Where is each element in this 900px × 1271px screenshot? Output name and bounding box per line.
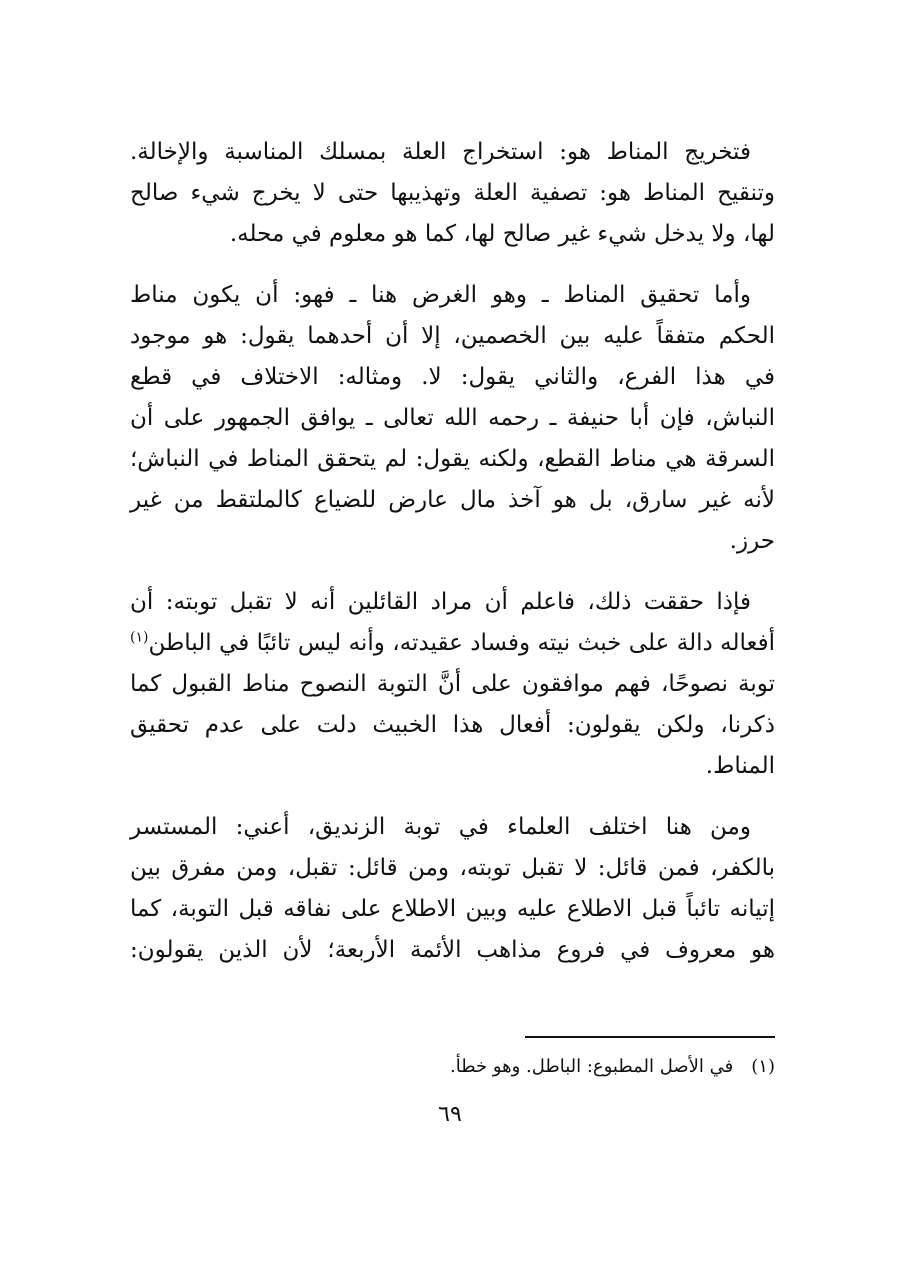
text-line: المناط. bbox=[705, 753, 775, 779]
text-line: بالكفر، فمن قائل: لا تقبل توبته، ومن قائل: تقبل، ومن مفرق بين bbox=[130, 855, 775, 881]
text-line: النباش، فإن أبا حنيفة ـ رحمه الله تعالى ـ يوافق الجمهور على أن bbox=[130, 405, 775, 431]
page-number: ٦٩ bbox=[438, 1102, 462, 1127]
footnote bbox=[130, 1052, 775, 1082]
text-segment: أفعاله دالة على خبث نيته وفساد عقيدته، وأنه ليس تائبًا في الباطن bbox=[148, 630, 775, 656]
text-line: حرز. bbox=[729, 528, 775, 554]
text-line: لها، ولا يدخل شيء غير صالح لها، كما هو معلوم في محله. bbox=[229, 221, 775, 247]
text-line: ومن هنا اختلف العلماء في توبة الزنديق، أعني: المستسر bbox=[130, 814, 751, 840]
text-line: ذكرنا، ولكن يقولون: أفعال هذا الخبيث دلت على عدم تحقيق bbox=[130, 712, 775, 738]
paragraph-1 bbox=[130, 132, 775, 255]
text-line: إتيانه تائباً قبل الاطلاع عليه وبين الاطلاع على نفاقه قبل التوبة، كما bbox=[130, 896, 775, 922]
paragraph-2 bbox=[130, 275, 775, 562]
text-line-with-footnote bbox=[130, 623, 775, 664]
footnote-divider bbox=[525, 1036, 775, 1038]
footnote-marker: (١) bbox=[751, 1056, 775, 1077]
text-line: لأنه غير سارق، بل هو آخذ مال عارض للضياع كالملتقط من غير bbox=[130, 487, 775, 513]
text-line: هو معروف في فروع مذاهب الأئمة الأربعة؛ لأن الذين يقولون: bbox=[130, 937, 775, 963]
text-line: في هذا الفرع، والثاني يقول: لا. ومثاله: الاختلاف في قطع bbox=[130, 364, 775, 390]
text-line: وأما تحقيق المناط ـ وهو الغرض هنا ـ فهو: أن يكون مناط bbox=[130, 282, 751, 308]
footnote-reference[interactable]: (١) bbox=[130, 629, 149, 646]
text-line: الحكم متفقاً عليه بين الخصمين، إلا أن أحدهما يقول: هو موجود bbox=[130, 323, 775, 349]
paragraph-4 bbox=[130, 807, 775, 971]
paragraph-3 bbox=[130, 582, 775, 787]
text-line: توبة نصوحًا، فهم موافقون على أنَّ التوبة النصوح مناط القبول كما bbox=[130, 671, 775, 697]
footnote-text: في الأصل المطبوع: الباطل. وهو خطأ. bbox=[450, 1056, 734, 1077]
page-body bbox=[130, 132, 775, 991]
text-line: فإذا حققت ذلك، فاعلم أن مراد القائلين أنه لا تقبل توبته: أن bbox=[130, 589, 751, 615]
text-line: السرقة هي مناط القطع، ولكنه يقول: لم يتحقق المناط في النباش؛ bbox=[130, 446, 775, 472]
text-line: وتنقيح المناط هو: تصفية العلة وتهذيبها حتى لا يخرج شيء صالح bbox=[130, 180, 775, 206]
text-line: فتخريج المناط هو: استخراج العلة بمسلك المناسبة والإخالة. bbox=[130, 139, 751, 165]
